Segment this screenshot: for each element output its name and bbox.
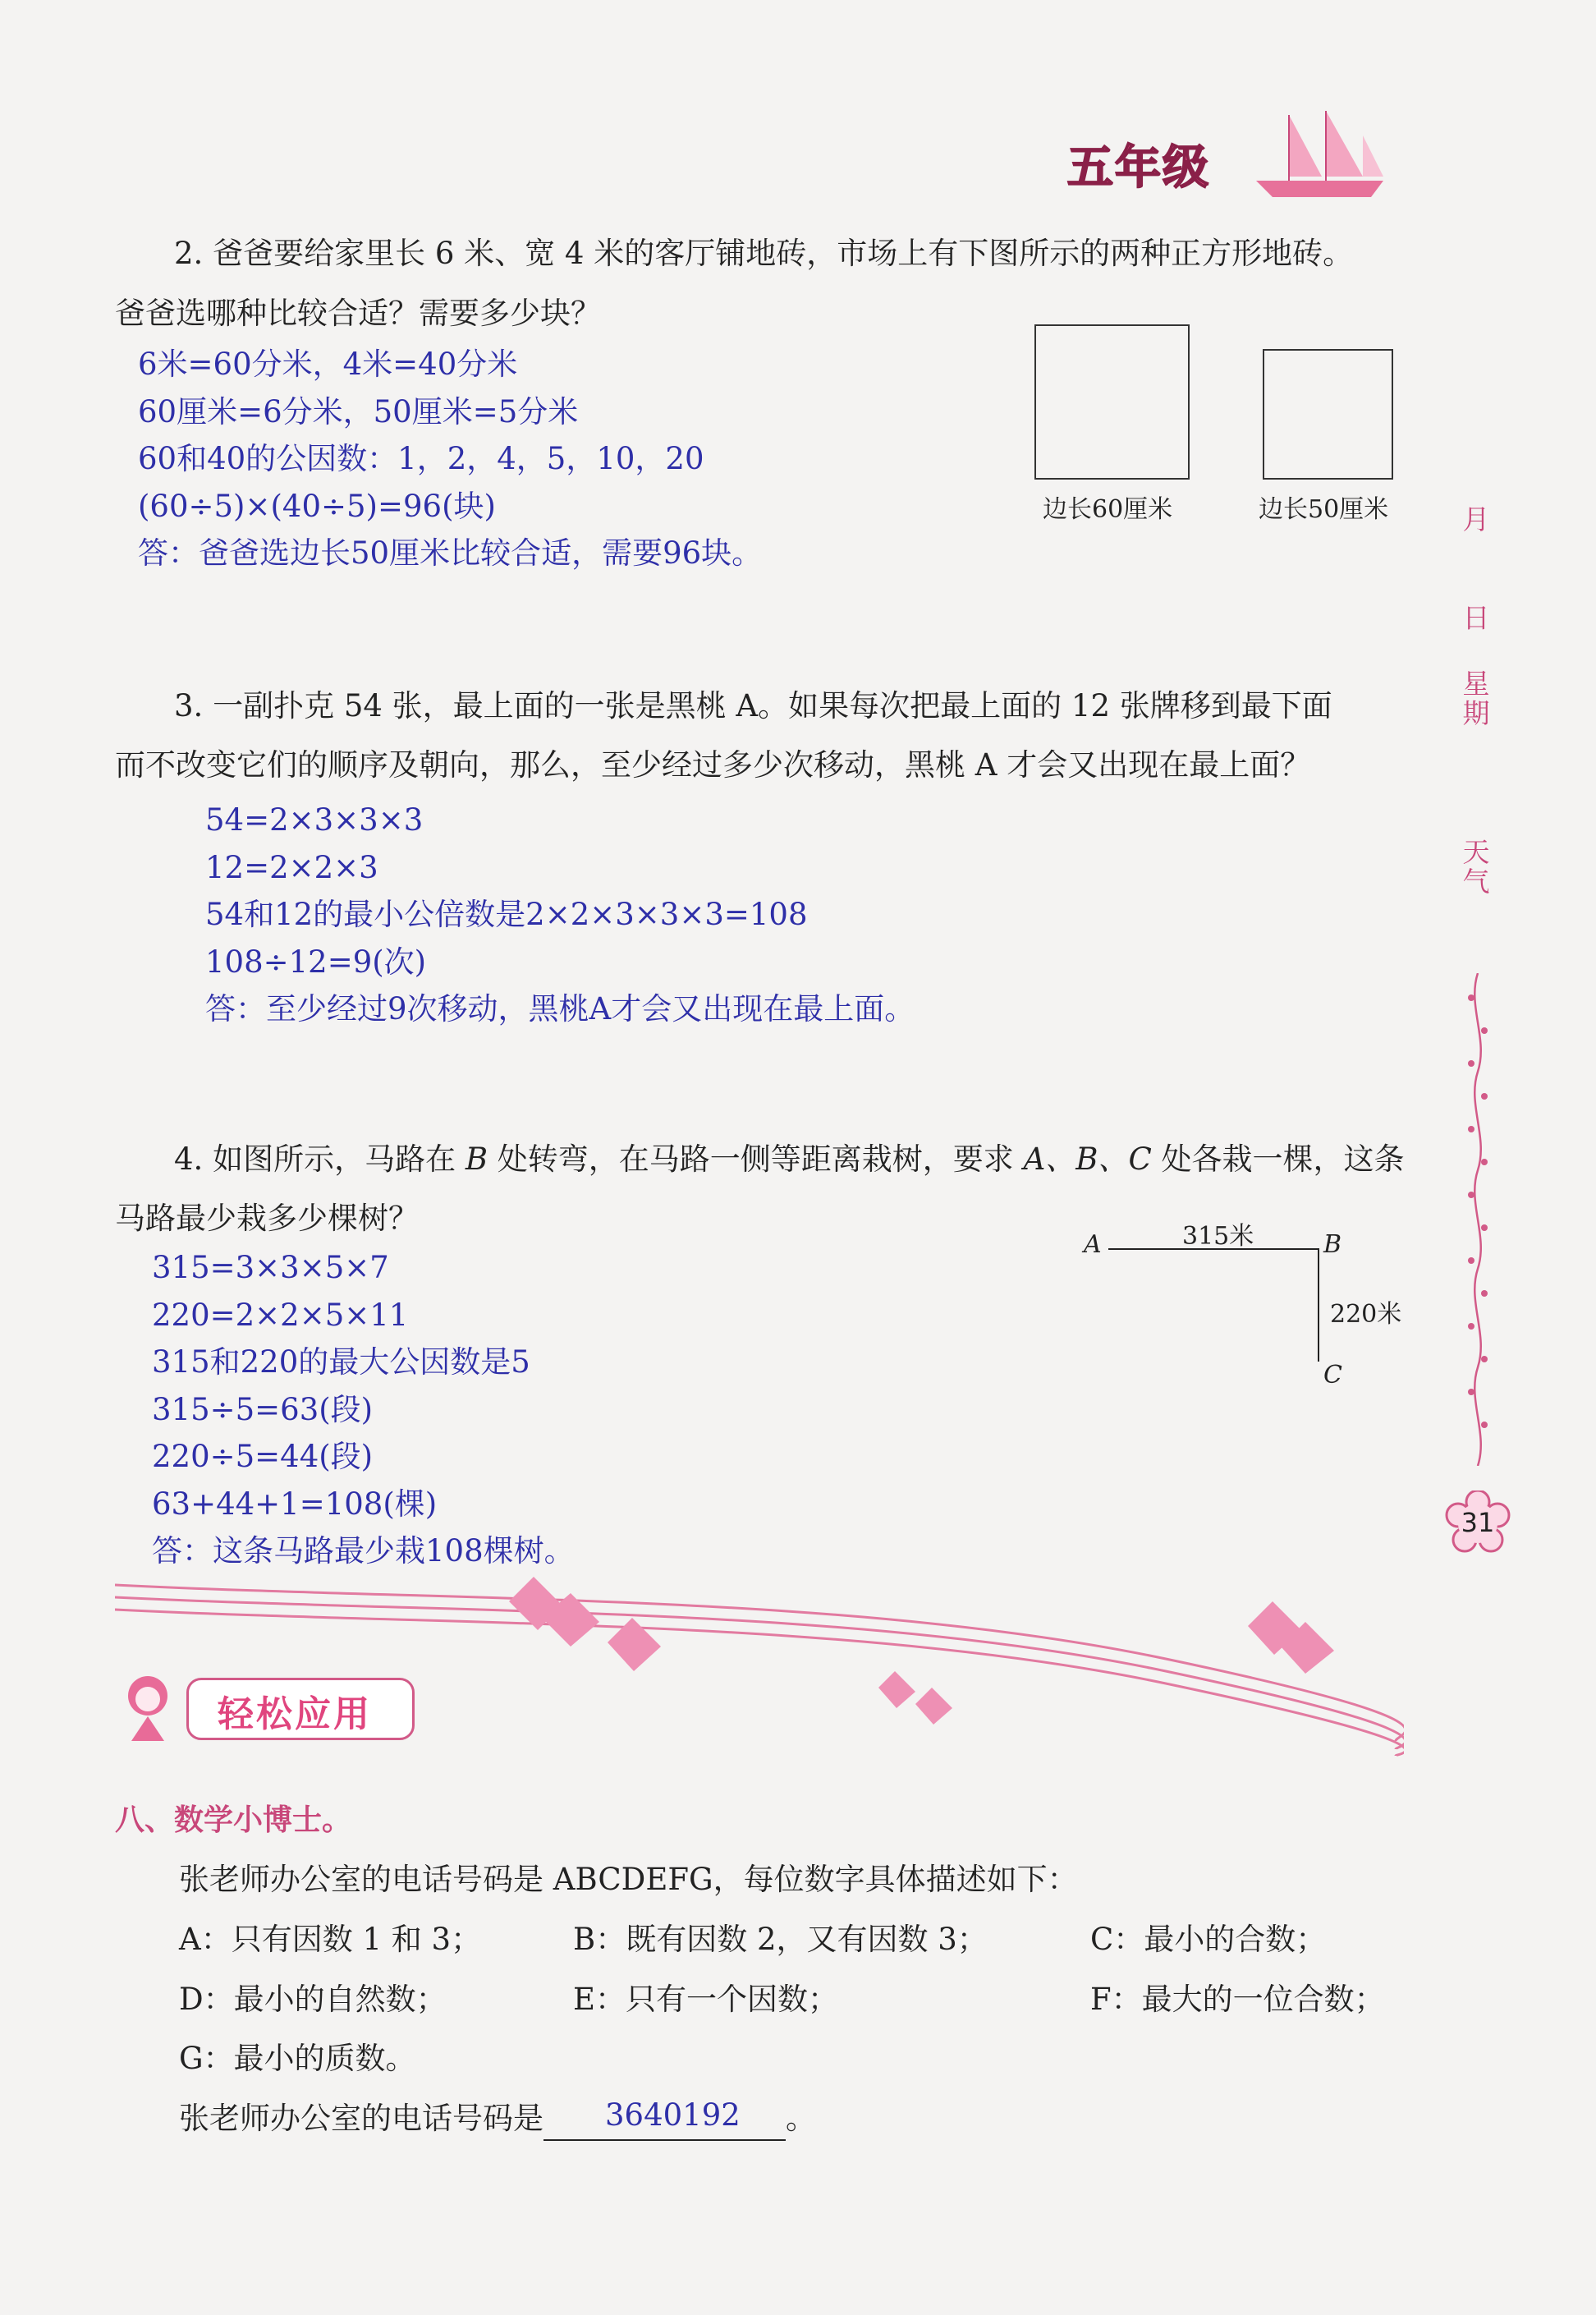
road-label-a: A — [1084, 1230, 1102, 1259]
q4-answer-line: 315÷5=63(段) — [152, 1391, 374, 1427]
q3-line2: 而不改变它们的顺序及朝向，那么，至少经过多少次移动，黑桃 A 才会又出现在最上面？ — [115, 747, 1311, 783]
q4-line1-part: 处各栽一棵，这条 — [1151, 1141, 1405, 1177]
clue-b: B：既有因数 2，又有因数 3； — [573, 1922, 988, 1957]
answer-blank — [543, 2097, 786, 2141]
answer-prefix: 张老师办公室的电话号码是 — [179, 2101, 543, 2136]
q3-answer-line: 12=2×2×3 — [205, 849, 378, 885]
q4-line1 — [174, 1137, 1405, 1182]
weather-label: 天气 — [1462, 836, 1490, 898]
clue-d: D：最小的自然数； — [179, 1982, 447, 2017]
clue-e: E：只有一个因数； — [573, 1982, 839, 2017]
answer-suffix: 。 — [786, 2101, 816, 2136]
q2-answer-line: 答：爸爸选边长50厘米比较合适，需要96块。 — [138, 535, 763, 571]
road-length-ab: 315米 — [1182, 1222, 1254, 1251]
q3-answer — [205, 797, 915, 1033]
section-intro: 张老师办公室的电话号码是 ABCDEFG，每位数字具体描述如下： — [179, 1862, 1078, 1897]
road-diagram — [1075, 1215, 1420, 1396]
q2-answer-line: 6米=60分米，4米=40分米 — [138, 347, 518, 382]
q2-answer-line: 60厘米=6分米，50厘米=5分米 — [138, 393, 579, 429]
q4-answer-line: 315=3×3×5×7 — [152, 1250, 389, 1285]
weekday-label: 星期 — [1462, 668, 1490, 729]
section-heading: 八、数学小博士。 — [115, 1803, 352, 1837]
q2-answer-line: 60和40的公因数：1，2，4，5，10，20 — [138, 441, 704, 476]
q2-answer-line: (60÷5)×(40÷5)=96(块) — [138, 488, 496, 524]
grade-badge — [1067, 131, 1248, 193]
clue-f: F：最大的一位合数； — [1090, 1982, 1385, 2017]
tile-60cm — [1034, 324, 1190, 480]
road-label-c: C — [1323, 1361, 1342, 1389]
q4-point-b: B — [465, 1141, 488, 1177]
clue-a: A：只有因数 1 和 3； — [179, 1922, 482, 1957]
q4-line1-part: 处转弯，在马路一侧等距离栽树，要求 — [488, 1141, 1024, 1177]
q4-answer-line: 63+44+1=108(棵) — [152, 1486, 438, 1522]
q4-answer-line: 220=2×2×5×11 — [152, 1297, 409, 1333]
road-segment-bc — [1318, 1248, 1319, 1362]
vine-divider — [1463, 973, 1493, 1466]
day-label: 日 — [1462, 602, 1490, 634]
girl-icon — [119, 1671, 177, 1745]
answer-value: 3640192 — [605, 2097, 741, 2133]
clue-c: C：最小的合数； — [1090, 1922, 1327, 1957]
q3-answer-line: 答：至少经过9次移动，黑桃A才会又出现在最上面。 — [205, 991, 915, 1027]
tile-60cm-caption: 边长60厘米 — [1043, 495, 1173, 524]
q2-line1: 2. 爸爸要给家里长 6 米、宽 4 米的客厅铺地砖，市场上有下图所示的两种正方形地砖。 — [174, 236, 1354, 271]
q3-line1: 3. 一副扑克 54 张，最上面的一张是黑桃 A。如果每次把最上面的 12 张牌移到最下面 — [174, 688, 1332, 723]
q4-line1-part: 4. 如图所示，马路在 — [174, 1141, 466, 1177]
road-length-bc: 220米 — [1330, 1300, 1402, 1329]
sailboat-icon — [1240, 99, 1404, 205]
q4-answer-line: 315和220的最大公因数是5 — [152, 1344, 530, 1380]
section-banner — [119, 1671, 415, 1745]
q4-answer-line: 答：这条马路最少栽108棵树。 — [152, 1533, 575, 1569]
page-number-badge — [1445, 1491, 1511, 1556]
page-number: 31 — [1461, 1507, 1495, 1538]
clue-g: G：最小的质数。 — [179, 2041, 416, 2076]
q3-answer-line: 54=2×3×3×3 — [205, 802, 424, 838]
q3-answer-line: 108÷12=9(次) — [205, 944, 427, 980]
q4-points-abc: A、B、C — [1023, 1141, 1152, 1177]
q4-answer — [152, 1244, 575, 1575]
q4-answer-line: 220÷5=44(段) — [152, 1439, 374, 1474]
tile-50cm — [1263, 349, 1393, 480]
answer-row — [179, 2097, 816, 2141]
q2-line2: 爸爸选哪种比较合适？需要多少块？ — [115, 296, 601, 331]
month-label: 月 — [1462, 503, 1490, 535]
q4-line2: 马路最少栽多少棵树？ — [115, 1201, 419, 1236]
q2-answer — [138, 341, 762, 577]
road-label-b: B — [1323, 1230, 1342, 1259]
tile-50cm-caption: 边长50厘米 — [1259, 495, 1389, 524]
grade-badge-text: 五年级 — [1067, 141, 1210, 195]
section-banner-title: 轻松应用 — [218, 1693, 372, 1735]
q3-answer-line: 54和12的最小公倍数是2×2×3×3×3=108 — [205, 897, 808, 932]
